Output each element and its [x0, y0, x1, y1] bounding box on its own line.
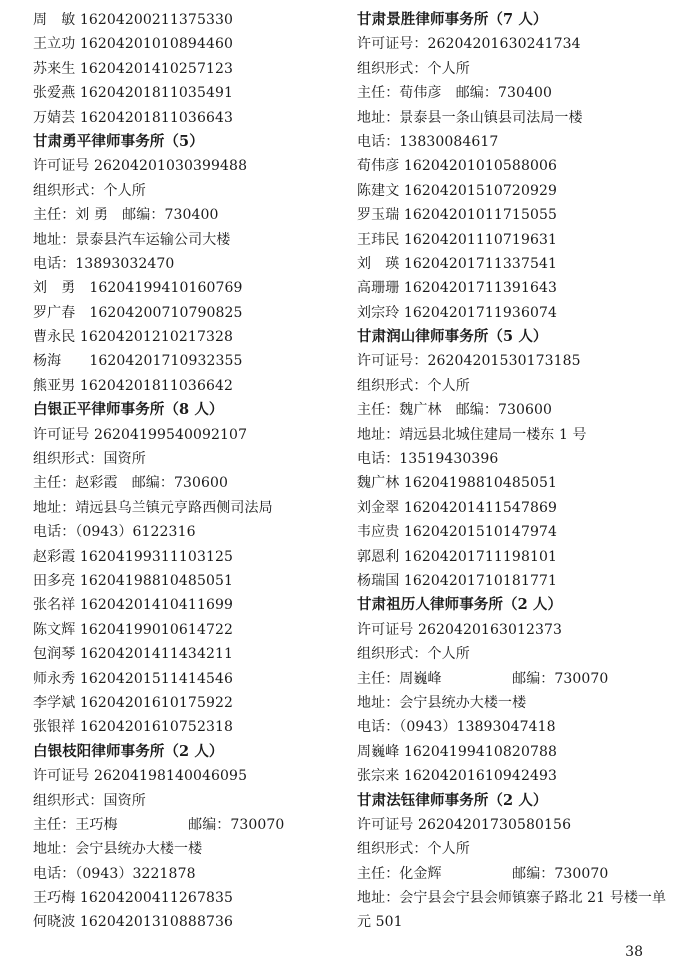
entry-line: 荀伟彦 16204201010588006 — [357, 158, 557, 175]
entry-line: 陈文辉 16204199010614722 — [33, 621, 233, 638]
entry-line: 地址：景泰县一条山镇县司法局一楼 — [357, 109, 583, 126]
entry-line: 张爱燕 16204201811035491 — [33, 85, 233, 102]
right-column — [357, 8, 677, 935]
entry-line: 地址：景泰县汽车运输公司大楼 — [33, 231, 231, 248]
entry-line: 地址：会宁县会宁县会师镇寨子路北 21 号楼一单元 501 — [357, 890, 667, 931]
entry-line: 张宗来 16204201610942493 — [357, 768, 557, 785]
entry-line: 杨瑞国 16204201710181771 — [357, 572, 557, 589]
entry-line: 主任：魏广林 邮编：730600 — [357, 402, 553, 419]
entry-line: 王玮民 16204201110719631 — [357, 231, 557, 248]
firm-heading: 甘肃润山律师事务所（5 人） — [357, 328, 548, 346]
entry-line: 许可证号 2620420163012373 — [357, 621, 563, 638]
entry-line: 陈建文 16204201510720929 — [357, 182, 557, 199]
entry-line: 许可证号 26204198140046095 — [33, 768, 248, 785]
firm-heading: 甘肃祖历人律师事务所（2 人） — [357, 596, 563, 614]
entry-line: 许可证号：26204201530173185 — [357, 353, 581, 370]
entry-line: 高珊珊 16204201711391643 — [357, 280, 557, 297]
entry-line: 地址：会宁县统办大楼一楼 — [33, 841, 203, 858]
entry-line: 组织形式：个人所 — [357, 646, 470, 663]
entry-line: 万婧芸 16204201811036643 — [33, 109, 233, 126]
entry-line: 电话：（0943）6122316 — [33, 524, 196, 541]
entry-line: 许可证号 26204201030399488 — [33, 158, 248, 175]
entry-line: 杨海 16204201710932355 — [33, 353, 243, 370]
firm-heading: 白银枝阳律师事务所（2 人） — [33, 742, 224, 760]
entry-line: 主任：化金辉 邮编：730070 — [357, 865, 609, 882]
entry-line: 组织形式：个人所 — [357, 377, 470, 394]
entry-line: 电话：13830084617 — [357, 133, 499, 150]
entry-line: 主任：荀伟彦 邮编：730400 — [357, 85, 553, 102]
entry-line: 组织形式：个人所 — [357, 60, 470, 77]
entry-line: 电话：（0943）3221878 — [33, 865, 196, 882]
left-column — [33, 8, 353, 935]
entry-line: 刘金翠 16204201411547869 — [357, 499, 557, 516]
entry-line: 赵彩霞 16204199311103125 — [33, 548, 233, 565]
entry-line: 韦应贵 16204201510147974 — [357, 524, 557, 541]
entry-line: 师永秀 16204201511414546 — [33, 670, 233, 687]
entry-line: 田多亮 16204198810485051 — [33, 572, 233, 589]
entry-line: 刘 勇 16204199410160769 — [33, 280, 243, 297]
page-number: 38 — [625, 944, 643, 960]
entry-line: 张名祥 16204201410411699 — [33, 597, 233, 614]
entry-line: 电话：13893032470 — [33, 255, 175, 272]
firm-heading: 甘肃景胜律师事务所（7 人） — [357, 11, 548, 28]
entry-line: 电话：13519430396 — [357, 451, 499, 468]
entry-line: 何晓波 16204201310888736 — [33, 914, 233, 931]
firm-heading: 甘肃勇平律师事务所（5） — [33, 132, 204, 150]
entry-line: 郭恩利 16204201711198101 — [357, 548, 557, 565]
entry-line: 组织形式：个人所 — [357, 841, 470, 858]
entry-line: 许可证号 26204201730580156 — [357, 816, 572, 833]
entry-line: 组织形式：国资所 — [33, 792, 146, 809]
entry-line: 地址：靖远县北城住建局一楼东 1 号 — [357, 426, 587, 443]
entry-line: 王立功 16204201010894460 — [33, 36, 233, 53]
entry-line: 罗广春 16204200710790825 — [33, 304, 243, 321]
firm-heading: 白银正平律师事务所（8 人） — [33, 401, 224, 419]
entry-line: 罗玉瑞 16204201011715055 — [357, 207, 557, 224]
entry-line: 熊亚男 16204201811036642 — [33, 377, 233, 394]
entry-line: 地址：靖远县乌兰镇元亨路西侧司法局 — [33, 499, 273, 516]
entry-line: 主任：周巍峰 邮编：730070 — [357, 670, 609, 687]
entry-line: 主任：刘 勇 邮编：730400 — [33, 207, 219, 224]
entry-line: 许可证号：26204201630241734 — [357, 36, 581, 53]
entry-line: 魏广林 16204198810485051 — [357, 475, 557, 492]
firm-heading: 甘肃法钰律师事务所（2 人） — [357, 791, 548, 809]
entry-line: 包润琴 16204201411434211 — [33, 646, 233, 663]
entry-line: 周巍峰 16204199410820788 — [357, 743, 557, 760]
entry-line: 刘宗玲 16204201711936074 — [357, 304, 557, 321]
entry-line: 地址：会宁县统办大楼一楼 — [357, 694, 527, 711]
entry-line: 组织形式：个人所 — [33, 182, 146, 199]
entry-line: 曹永民 16204201210217328 — [33, 329, 233, 346]
entry-line: 苏来生 16204201410257123 — [33, 60, 233, 77]
entry-line: 李学斌 16204201610175922 — [33, 694, 233, 711]
entry-line: 刘 瑛 16204201711337541 — [357, 255, 557, 272]
entry-line: 组织形式：国资所 — [33, 451, 146, 468]
entry-line: 主任：赵彩霞 邮编：730600 — [33, 475, 229, 492]
entry-line: 王巧梅 16204200411267835 — [33, 890, 233, 907]
entry-line: 张银祥 16204201610752318 — [33, 719, 233, 736]
entry-line: 周 敏 16204200211375330 — [33, 12, 233, 28]
entry-line: 许可证号 26204199540092107 — [33, 426, 248, 443]
entry-line: 电话：（0943）13893047418 — [357, 719, 556, 736]
entry-line: 主任：王巧梅 邮编：730070 — [33, 816, 285, 833]
